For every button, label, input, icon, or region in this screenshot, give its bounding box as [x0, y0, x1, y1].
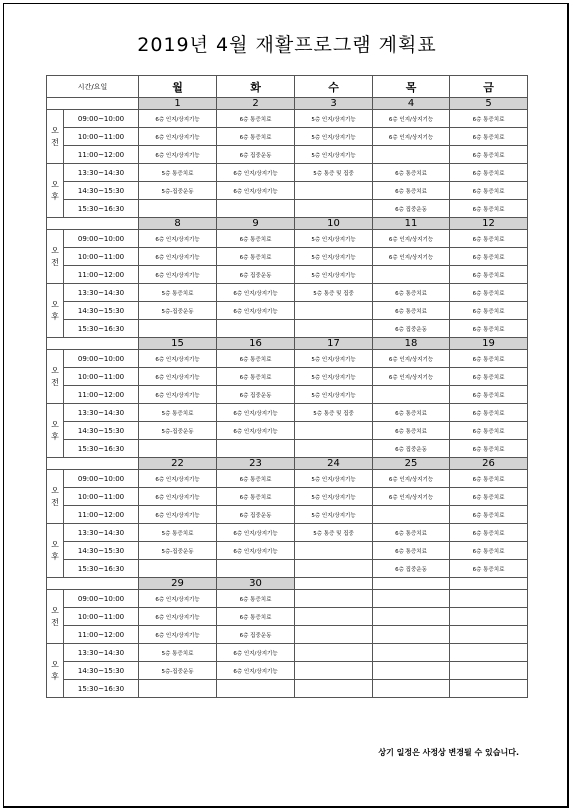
program-cell: 6층 통증치료: [450, 524, 528, 542]
program-cell: 6층 인지/상지기능: [139, 368, 217, 386]
program-cell: [295, 662, 373, 680]
program-cell: 6층 통증치료: [373, 524, 450, 542]
program-cell: [373, 680, 450, 698]
time-slot-row: [47, 386, 528, 404]
time-cell: 11:00~12:00: [64, 266, 139, 284]
program-cell: 6층 통증치료: [217, 128, 295, 146]
time-cell: 14:30~15:30: [64, 302, 139, 320]
time-cell: 11:00~12:00: [64, 146, 139, 164]
time-slot-row: [47, 182, 528, 200]
program-cell: 6층 인지/상지기능: [139, 590, 217, 608]
page-title: 2019년 4월 재활프로그램 계획표: [137, 34, 437, 56]
time-slot-row: [47, 230, 528, 248]
program-cell: 6층 통증치료: [450, 266, 528, 284]
period-am-label: 오 전: [47, 110, 64, 164]
time-cell: 14:30~15:30: [64, 422, 139, 440]
program-cell: 6층 통증치료: [450, 302, 528, 320]
program-cell: 6층 통증치료: [450, 164, 528, 182]
program-cell: [450, 590, 528, 608]
program-cell: 5층 인지/상지기능: [295, 146, 373, 164]
program-cell: [295, 644, 373, 662]
program-cell: 6층 통증치료: [450, 200, 528, 218]
program-cell: [295, 200, 373, 218]
time-slot-row: [47, 302, 528, 320]
program-cell: 6층 집중운동: [217, 386, 295, 404]
program-cell: 5층 통증치료: [139, 284, 217, 302]
program-cell: 6층 집중운동: [217, 626, 295, 644]
time-cell: 13:30~14:30: [64, 404, 139, 422]
period-pm-label: 오 후: [47, 404, 64, 458]
program-cell: 5층 인지/상지기능: [295, 266, 373, 284]
time-slot-row: [47, 200, 528, 218]
date-cell: 26: [450, 458, 528, 470]
time-cell: 10:00~11:00: [64, 608, 139, 626]
program-cell: 6층 집중운동: [217, 266, 295, 284]
program-cell: 6층 통증치료: [217, 350, 295, 368]
program-cell: 5층 인지/상지기능: [295, 350, 373, 368]
program-cell: 5층 통증 및 집중: [295, 404, 373, 422]
date-cell: 22: [139, 458, 217, 470]
program-cell: [373, 386, 450, 404]
program-cell: 5층 통증치료: [139, 644, 217, 662]
time-cell: 09:00~10:00: [64, 470, 139, 488]
period-pm-label: 오 후: [47, 284, 64, 338]
date-cell: [295, 578, 373, 590]
period-am-label: 오 전: [47, 350, 64, 404]
program-cell: [295, 302, 373, 320]
program-cell: 5층 인지/상지기능: [295, 248, 373, 266]
date-cell: [450, 578, 528, 590]
program-cell: 6층 인지/상지기능: [217, 284, 295, 302]
program-cell: 6층 통증치료: [450, 488, 528, 506]
date-cell: 17: [295, 338, 373, 350]
program-cell: 6층 인지/상지기능: [217, 182, 295, 200]
program-cell: 6층 통증치료: [450, 182, 528, 200]
week-date-row: [47, 218, 528, 230]
date-cell: 5: [450, 98, 528, 110]
time-slot-row: [47, 644, 528, 662]
time-cell: 10:00~11:00: [64, 368, 139, 386]
date-cell: 19: [450, 338, 528, 350]
day-header: 목: [373, 76, 450, 98]
time-cell: 13:30~14:30: [64, 164, 139, 182]
program-cell: [450, 626, 528, 644]
program-cell: [373, 146, 450, 164]
program-cell: 5층 인지/상지기능: [295, 506, 373, 524]
time-cell: 15:30~16:30: [64, 200, 139, 218]
program-cell: 5층 통증치료: [139, 404, 217, 422]
week-date-row: [47, 578, 528, 590]
date-cell: 18: [373, 338, 450, 350]
program-cell: 5층-집중운동: [139, 422, 217, 440]
program-cell: 6층 집중운동: [373, 440, 450, 458]
program-cell: [139, 200, 217, 218]
program-cell: 6층 인지/상지기능: [217, 524, 295, 542]
program-cell: 6층 통증치료: [450, 350, 528, 368]
program-cell: [373, 506, 450, 524]
day-header: 화: [217, 76, 295, 98]
program-cell: [295, 590, 373, 608]
program-cell: 6층 인지/상지기능: [217, 164, 295, 182]
time-slot-row: [47, 368, 528, 386]
date-cell: 24: [295, 458, 373, 470]
time-cell: 09:00~10:00: [64, 590, 139, 608]
program-cell: 6층 통증치료: [373, 404, 450, 422]
time-cell: 09:00~10:00: [64, 110, 139, 128]
program-cell: [295, 440, 373, 458]
time-slot-row: [47, 590, 528, 608]
program-cell: 6층 통증치료: [450, 248, 528, 266]
program-cell: 5층-집중운동: [139, 302, 217, 320]
program-cell: 6층 통증치료: [450, 422, 528, 440]
date-cell: 12: [450, 218, 528, 230]
time-cell: 10:00~11:00: [64, 128, 139, 146]
date-cell: 4: [373, 98, 450, 110]
program-cell: 6층 인지/상지기능: [139, 110, 217, 128]
program-cell: 6층 집중운동: [373, 320, 450, 338]
program-cell: [295, 560, 373, 578]
date-cell: [373, 578, 450, 590]
date-cell: 25: [373, 458, 450, 470]
program-cell: 6층 통증치료: [373, 164, 450, 182]
program-cell: 6층 통증치료: [450, 386, 528, 404]
program-cell: [373, 590, 450, 608]
program-cell: 5층 통증치료: [139, 524, 217, 542]
time-slot-row: [47, 680, 528, 698]
day-header: 월: [139, 76, 217, 98]
program-cell: 6층 인지/상지기능: [373, 248, 450, 266]
program-cell: 5층 통증 및 집중: [295, 284, 373, 302]
program-cell: 6층 인지/상지기능: [373, 488, 450, 506]
program-cell: 5층 인지/상지기능: [295, 488, 373, 506]
program-cell: [295, 680, 373, 698]
program-cell: [139, 320, 217, 338]
program-cell: 6층 인지/상지기능: [139, 626, 217, 644]
program-cell: 6층 통증치료: [450, 542, 528, 560]
program-cell: [295, 422, 373, 440]
period-am-label: 오 전: [47, 230, 64, 284]
time-slot-row: [47, 608, 528, 626]
date-cell: 10: [295, 218, 373, 230]
date-cell: 11: [373, 218, 450, 230]
program-cell: 6층 통증치료: [450, 320, 528, 338]
footnote: 상기 일정은 사정상 변경될 수 있습니다.: [378, 748, 519, 757]
schedule-table: [46, 75, 528, 698]
date-row-spacer: [47, 458, 139, 470]
program-cell: 6층 통증치료: [373, 182, 450, 200]
period-pm-label: 오 후: [47, 524, 64, 578]
program-cell: [217, 320, 295, 338]
program-cell: [373, 626, 450, 644]
program-cell: 6층 인지/상지기능: [139, 146, 217, 164]
time-slot-row: [47, 506, 528, 524]
program-cell: 6층 인지/상지기능: [373, 350, 450, 368]
date-row-spacer: [47, 218, 139, 230]
time-slot-row: [47, 404, 528, 422]
program-cell: [373, 662, 450, 680]
program-cell: 6층 통증치료: [450, 368, 528, 386]
time-cell: 14:30~15:30: [64, 542, 139, 560]
time-slot-row: [47, 350, 528, 368]
time-slot-row: [47, 110, 528, 128]
day-header: 수: [295, 76, 373, 98]
time-cell: 09:00~10:00: [64, 230, 139, 248]
program-cell: 6층 인지/상지기능: [217, 302, 295, 320]
time-cell: 15:30~16:30: [64, 560, 139, 578]
time-cell: 14:30~15:30: [64, 662, 139, 680]
program-cell: 6층 통증치료: [217, 608, 295, 626]
date-cell: 2: [217, 98, 295, 110]
program-cell: [217, 560, 295, 578]
program-cell: 6층 인지/상지기능: [139, 266, 217, 284]
time-slot-row: [47, 524, 528, 542]
program-cell: 6층 통증치료: [217, 470, 295, 488]
program-cell: 6층 통증치료: [450, 560, 528, 578]
day-header: 금: [450, 76, 528, 98]
program-cell: 6층 통증치료: [217, 248, 295, 266]
date-cell: 9: [217, 218, 295, 230]
time-cell: 15:30~16:30: [64, 320, 139, 338]
program-cell: 6층 인지/상지기능: [139, 608, 217, 626]
program-cell: 6층 인지/상지기능: [373, 128, 450, 146]
program-cell: [217, 440, 295, 458]
time-slot-row: [47, 164, 528, 182]
program-cell: 6층 인지/상지기능: [217, 662, 295, 680]
program-cell: 6층 인지/상지기능: [373, 230, 450, 248]
program-cell: [450, 680, 528, 698]
header-row: [47, 76, 528, 98]
program-cell: [139, 440, 217, 458]
time-slot-row: [47, 422, 528, 440]
program-cell: 5층 인지/상지기능: [295, 386, 373, 404]
program-cell: 6층 집중운동: [217, 146, 295, 164]
program-cell: 6층 집중운동: [373, 200, 450, 218]
program-cell: 6층 인지/상지기능: [217, 422, 295, 440]
time-slot-row: [47, 542, 528, 560]
program-cell: 5층-집중운동: [139, 662, 217, 680]
date-row-spacer: [47, 98, 139, 110]
time-slot-row: [47, 662, 528, 680]
period-am-label: 오 전: [47, 470, 64, 524]
week-date-row: [47, 98, 528, 110]
program-cell: 5층 인지/상지기능: [295, 128, 373, 146]
date-cell: 8: [139, 218, 217, 230]
time-cell: 13:30~14:30: [64, 284, 139, 302]
program-cell: 6층 통증치료: [373, 302, 450, 320]
time-slot-row: [47, 560, 528, 578]
date-cell: 23: [217, 458, 295, 470]
date-cell: 30: [217, 578, 295, 590]
time-slot-row: [47, 266, 528, 284]
period-pm-label: 오 후: [47, 644, 64, 698]
program-cell: 6층 통증치료: [373, 284, 450, 302]
time-cell: 14:30~15:30: [64, 182, 139, 200]
program-cell: [373, 266, 450, 284]
time-cell: 10:00~11:00: [64, 488, 139, 506]
date-cell: 29: [139, 578, 217, 590]
program-cell: 6층 인지/상지기능: [139, 506, 217, 524]
program-cell: 6층 통증치료: [217, 488, 295, 506]
program-cell: 6층 인지/상지기능: [373, 470, 450, 488]
week-date-row: [47, 458, 528, 470]
program-cell: [295, 542, 373, 560]
program-cell: [450, 662, 528, 680]
program-cell: 5층 인지/상지기능: [295, 110, 373, 128]
date-cell: 16: [217, 338, 295, 350]
program-cell: 6층 인지/상지기능: [217, 542, 295, 560]
program-cell: [139, 680, 217, 698]
date-row-spacer: [47, 338, 139, 350]
program-cell: 5층 인지/상지기능: [295, 470, 373, 488]
time-slot-row: [47, 488, 528, 506]
program-cell: 5층 통증치료: [139, 164, 217, 182]
program-cell: 6층 인지/상지기능: [139, 128, 217, 146]
program-cell: [295, 320, 373, 338]
program-cell: 6층 통증치료: [217, 368, 295, 386]
program-cell: 6층 통증치료: [450, 470, 528, 488]
date-cell: 15: [139, 338, 217, 350]
program-cell: [139, 560, 217, 578]
time-cell: 15:30~16:30: [64, 680, 139, 698]
program-cell: [450, 608, 528, 626]
program-cell: 6층 통증치료: [450, 284, 528, 302]
program-cell: 6층 인지/상지기능: [139, 230, 217, 248]
date-row-spacer: [47, 578, 139, 590]
time-slot-row: [47, 146, 528, 164]
program-cell: 6층 통증치료: [217, 110, 295, 128]
time-slot-row: [47, 284, 528, 302]
program-cell: 6층 집중운동: [373, 560, 450, 578]
period-pm-label: 오 후: [47, 164, 64, 218]
time-slot-row: [47, 248, 528, 266]
program-cell: [295, 182, 373, 200]
program-cell: 6층 통증치료: [217, 230, 295, 248]
program-cell: [295, 608, 373, 626]
program-cell: 6층 통증치료: [217, 590, 295, 608]
program-cell: 6층 인지/상지기능: [139, 386, 217, 404]
program-cell: 6층 인지/상지기능: [139, 470, 217, 488]
program-cell: 6층 통증치료: [450, 128, 528, 146]
program-cell: 6층 인지/상지기능: [139, 248, 217, 266]
program-cell: 6층 통증치료: [450, 230, 528, 248]
schedule-body: [47, 98, 528, 698]
date-cell: 1: [139, 98, 217, 110]
time-slot-row: [47, 626, 528, 644]
time-cell: 13:30~14:30: [64, 524, 139, 542]
time-cell: 09:00~10:00: [64, 350, 139, 368]
program-cell: 6층 통증치료: [450, 404, 528, 422]
program-cell: 5층 통증 및 집중: [295, 524, 373, 542]
program-cell: 6층 통증치료: [450, 110, 528, 128]
time-slot-row: [47, 320, 528, 338]
program-cell: 6층 인지/상지기능: [217, 644, 295, 662]
program-cell: 6층 인지/상지기능: [373, 110, 450, 128]
time-cell: 11:00~12:00: [64, 506, 139, 524]
program-cell: [373, 608, 450, 626]
program-cell: 5층 인지/상지기능: [295, 230, 373, 248]
program-cell: [217, 680, 295, 698]
time-cell: 13:30~14:30: [64, 644, 139, 662]
time-slot-row: [47, 470, 528, 488]
program-cell: 5층-집중운동: [139, 182, 217, 200]
time-cell: 11:00~12:00: [64, 626, 139, 644]
time-cell: 10:00~11:00: [64, 248, 139, 266]
program-cell: 6층 통증치료: [373, 422, 450, 440]
program-cell: 6층 인지/상지기능: [139, 350, 217, 368]
program-cell: [450, 644, 528, 662]
program-cell: 5층-집중운동: [139, 542, 217, 560]
program-cell: 6층 통증치료: [373, 542, 450, 560]
program-cell: 6층 통증치료: [450, 506, 528, 524]
program-cell: 6층 인지/상지기능: [373, 368, 450, 386]
program-cell: [373, 644, 450, 662]
time-slot-row: [47, 440, 528, 458]
program-cell: 5층 통증 및 집중: [295, 164, 373, 182]
program-cell: 6층 집중운동: [217, 506, 295, 524]
period-am-label: 오 전: [47, 590, 64, 644]
program-cell: [295, 626, 373, 644]
time-cell: 11:00~12:00: [64, 386, 139, 404]
program-cell: 6층 통증치료: [450, 440, 528, 458]
program-cell: 6층 통증치료: [450, 146, 528, 164]
program-cell: [217, 200, 295, 218]
program-cell: 6층 인지/상지기능: [217, 404, 295, 422]
program-cell: 5층 인지/상지기능: [295, 368, 373, 386]
time-day-header: 시간/요일: [47, 76, 139, 98]
time-cell: 15:30~16:30: [64, 440, 139, 458]
date-cell: 3: [295, 98, 373, 110]
week-date-row: [47, 338, 528, 350]
program-cell: 6층 인지/상지기능: [139, 488, 217, 506]
time-slot-row: [47, 128, 528, 146]
